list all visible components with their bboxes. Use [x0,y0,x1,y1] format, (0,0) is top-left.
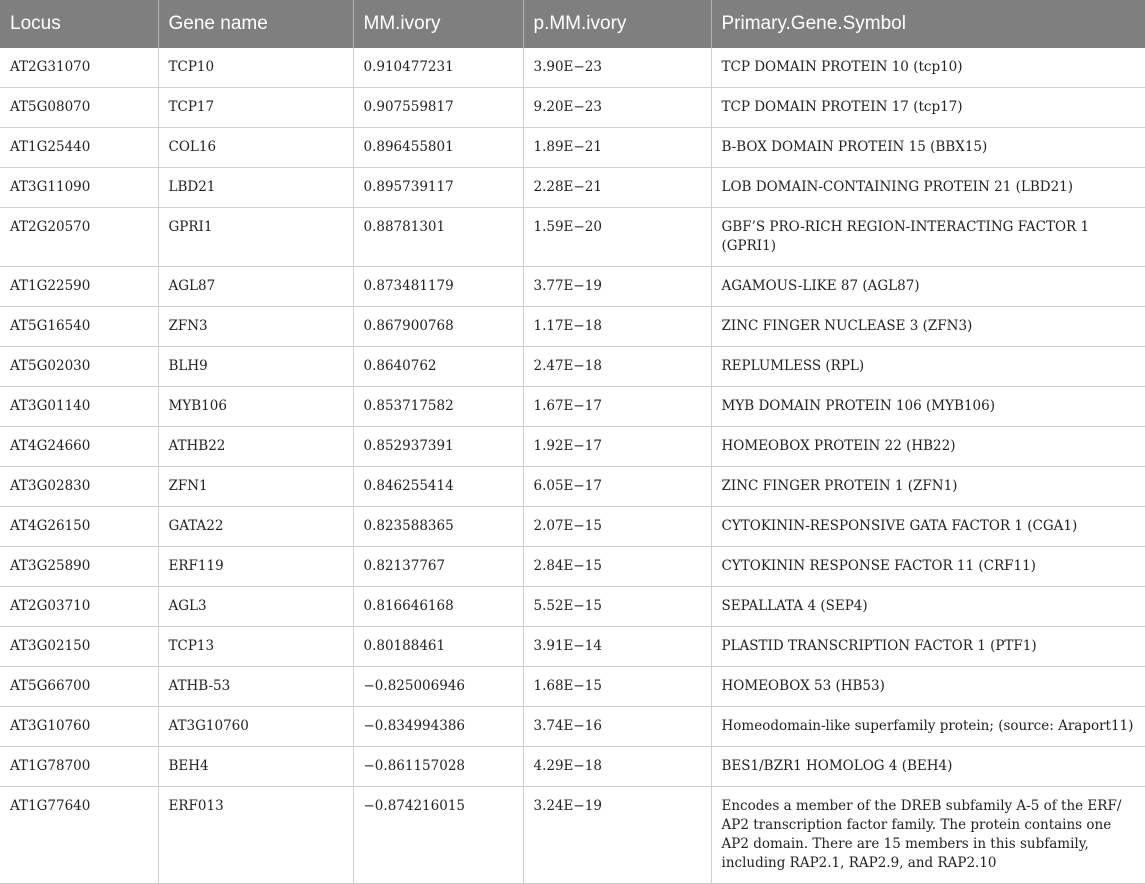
cell-locus: AT2G31070 [0,48,158,88]
cell-gene-name: GPRI1 [158,208,353,267]
cell-gene-name: TCP17 [158,88,353,128]
table-row [0,427,1145,467]
cell-gene-name: AT3G10760 [158,707,353,747]
cell-mm-ivory: 0.852937391 [353,427,523,467]
header-row [0,0,1145,48]
cell-mm-ivory: 0.895739117 [353,168,523,208]
cell-mm-ivory: 0.88781301 [353,208,523,267]
cell-gene-name: BEH4 [158,747,353,787]
table-row [0,208,1145,267]
cell-gene-name: ERF013 [158,787,353,884]
cell-gene-name: AGL3 [158,587,353,627]
cell-gene-name: COL16 [158,128,353,168]
cell-gene-name: ERF119 [158,547,353,587]
cell-locus: AT3G02830 [0,467,158,507]
cell-mm-ivory: 0.867900768 [353,307,523,347]
cell-primary-gene-symbol: Encodes a member of the DREB subfamily A-5 of the ERF/ AP2 transcription factor family. The protein contains one AP2 domain. There are 15 members in this subfamily, including RAP2.1, RAP2.9, and RAP2.10 [711,787,1145,884]
table-row [0,747,1145,787]
cell-gene-name: TCP10 [158,48,353,88]
cell-p-mm-ivory: 2.84E−15 [523,547,711,587]
cell-mm-ivory: 0.873481179 [353,267,523,307]
table-row [0,707,1145,747]
cell-primary-gene-symbol: ZINC FINGER PROTEIN 1 (ZFN1) [711,467,1145,507]
table-row [0,88,1145,128]
cell-mm-ivory: 0.907559817 [353,88,523,128]
cell-p-mm-ivory: 3.90E−23 [523,48,711,88]
table-row [0,667,1145,707]
table-row [0,267,1145,307]
cell-p-mm-ivory: 3.74E−16 [523,707,711,747]
cell-p-mm-ivory: 1.89E−21 [523,128,711,168]
cell-gene-name: BLH9 [158,347,353,387]
cell-primary-gene-symbol: AGAMOUS-LIKE 87 (AGL87) [711,267,1145,307]
cell-primary-gene-symbol: CYTOKININ RESPONSE FACTOR 11 (CRF11) [711,547,1145,587]
table-row [0,467,1145,507]
table-row [0,168,1145,208]
cell-locus: AT2G20570 [0,208,158,267]
cell-locus: AT3G02150 [0,627,158,667]
cell-gene-name: AGL87 [158,267,353,307]
cell-gene-name: LBD21 [158,168,353,208]
cell-gene-name: ZFN1 [158,467,353,507]
table-row [0,547,1145,587]
cell-p-mm-ivory: 3.77E−19 [523,267,711,307]
cell-mm-ivory: 0.82137767 [353,547,523,587]
cell-p-mm-ivory: 4.29E−18 [523,747,711,787]
header-locus: Locus [0,0,158,48]
cell-primary-gene-symbol: PLASTID TRANSCRIPTION FACTOR 1 (PTF1) [711,627,1145,667]
cell-gene-name: MYB106 [158,387,353,427]
cell-locus: AT1G22590 [0,267,158,307]
table-row [0,627,1145,667]
table-row [0,347,1145,387]
header-primary-gene-symbol: Primary.Gene.Symbol [711,0,1145,48]
cell-primary-gene-symbol: ZINC FINGER NUCLEASE 3 (ZFN3) [711,307,1145,347]
cell-mm-ivory: 0.910477231 [353,48,523,88]
table-row [0,787,1145,884]
cell-primary-gene-symbol: HOMEOBOX 53 (HB53) [711,667,1145,707]
cell-mm-ivory: 0.816646168 [353,587,523,627]
table-row [0,128,1145,168]
cell-p-mm-ivory: 1.67E−17 [523,387,711,427]
table-row [0,48,1145,88]
cell-p-mm-ivory: 5.52E−15 [523,587,711,627]
cell-p-mm-ivory: 6.05E−17 [523,467,711,507]
cell-locus: AT5G66700 [0,667,158,707]
cell-p-mm-ivory: 1.68E−15 [523,667,711,707]
cell-p-mm-ivory: 3.24E−19 [523,787,711,884]
cell-locus: AT3G25890 [0,547,158,587]
table-row [0,387,1145,427]
cell-p-mm-ivory: 1.59E−20 [523,208,711,267]
cell-primary-gene-symbol: BES1/BZR1 HOMOLOG 4 (BEH4) [711,747,1145,787]
cell-p-mm-ivory: 9.20E−23 [523,88,711,128]
cell-primary-gene-symbol: Homeodomain-like superfamily protein; (source: Araport11) [711,707,1145,747]
cell-locus: AT3G01140 [0,387,158,427]
cell-locus: AT1G77640 [0,787,158,884]
cell-primary-gene-symbol: SEPALLATA 4 (SEP4) [711,587,1145,627]
cell-primary-gene-symbol: TCP DOMAIN PROTEIN 10 (tcp10) [711,48,1145,88]
cell-locus: AT5G16540 [0,307,158,347]
cell-locus: AT4G26150 [0,507,158,547]
table-body [0,48,1145,884]
cell-mm-ivory: 0.8640762 [353,347,523,387]
cell-primary-gene-symbol: REPLUMLESS (RPL) [711,347,1145,387]
cell-locus: AT3G11090 [0,168,158,208]
cell-gene-name: ATHB22 [158,427,353,467]
cell-primary-gene-symbol: MYB DOMAIN PROTEIN 106 (MYB106) [711,387,1145,427]
cell-mm-ivory: 0.80188461 [353,627,523,667]
table-header [0,0,1145,48]
cell-p-mm-ivory: 2.47E−18 [523,347,711,387]
cell-locus: AT5G08070 [0,88,158,128]
cell-mm-ivory: −0.874216015 [353,787,523,884]
table-row [0,587,1145,627]
cell-mm-ivory: 0.896455801 [353,128,523,168]
cell-mm-ivory: 0.846255414 [353,467,523,507]
cell-mm-ivory: −0.834994386 [353,707,523,747]
cell-p-mm-ivory: 2.07E−15 [523,507,711,547]
cell-locus: AT1G25440 [0,128,158,168]
cell-primary-gene-symbol: LOB DOMAIN-CONTAINING PROTEIN 21 (LBD21) [711,168,1145,208]
table-row [0,507,1145,547]
cell-primary-gene-symbol: HOMEOBOX PROTEIN 22 (HB22) [711,427,1145,467]
header-mm-ivory: MM.ivory [353,0,523,48]
header-p-mm-ivory: p.MM.ivory [523,0,711,48]
cell-locus: AT5G02030 [0,347,158,387]
cell-gene-name: ZFN3 [158,307,353,347]
cell-gene-name: TCP13 [158,627,353,667]
cell-p-mm-ivory: 3.91E−14 [523,627,711,667]
cell-locus: AT2G03710 [0,587,158,627]
cell-gene-name: ATHB-53 [158,667,353,707]
cell-gene-name: GATA22 [158,507,353,547]
table-row [0,307,1145,347]
cell-locus: AT4G24660 [0,427,158,467]
cell-primary-gene-symbol: B-BOX DOMAIN PROTEIN 15 (BBX15) [711,128,1145,168]
cell-mm-ivory: 0.853717582 [353,387,523,427]
cell-p-mm-ivory: 2.28E−21 [523,168,711,208]
cell-mm-ivory: −0.825006946 [353,667,523,707]
cell-p-mm-ivory: 1.17E−18 [523,307,711,347]
cell-primary-gene-symbol: TCP DOMAIN PROTEIN 17 (tcp17) [711,88,1145,128]
cell-primary-gene-symbol: GBF’S PRO-RICH REGION-INTERACTING FACTOR 1 (GPRI1) [711,208,1145,267]
header-gene-name: Gene name [158,0,353,48]
cell-locus: AT3G10760 [0,707,158,747]
cell-primary-gene-symbol: CYTOKININ-RESPONSIVE GATA FACTOR 1 (CGA1) [711,507,1145,547]
cell-mm-ivory: 0.823588365 [353,507,523,547]
cell-mm-ivory: −0.861157028 [353,747,523,787]
cell-p-mm-ivory: 1.92E−17 [523,427,711,467]
cell-locus: AT1G78700 [0,747,158,787]
